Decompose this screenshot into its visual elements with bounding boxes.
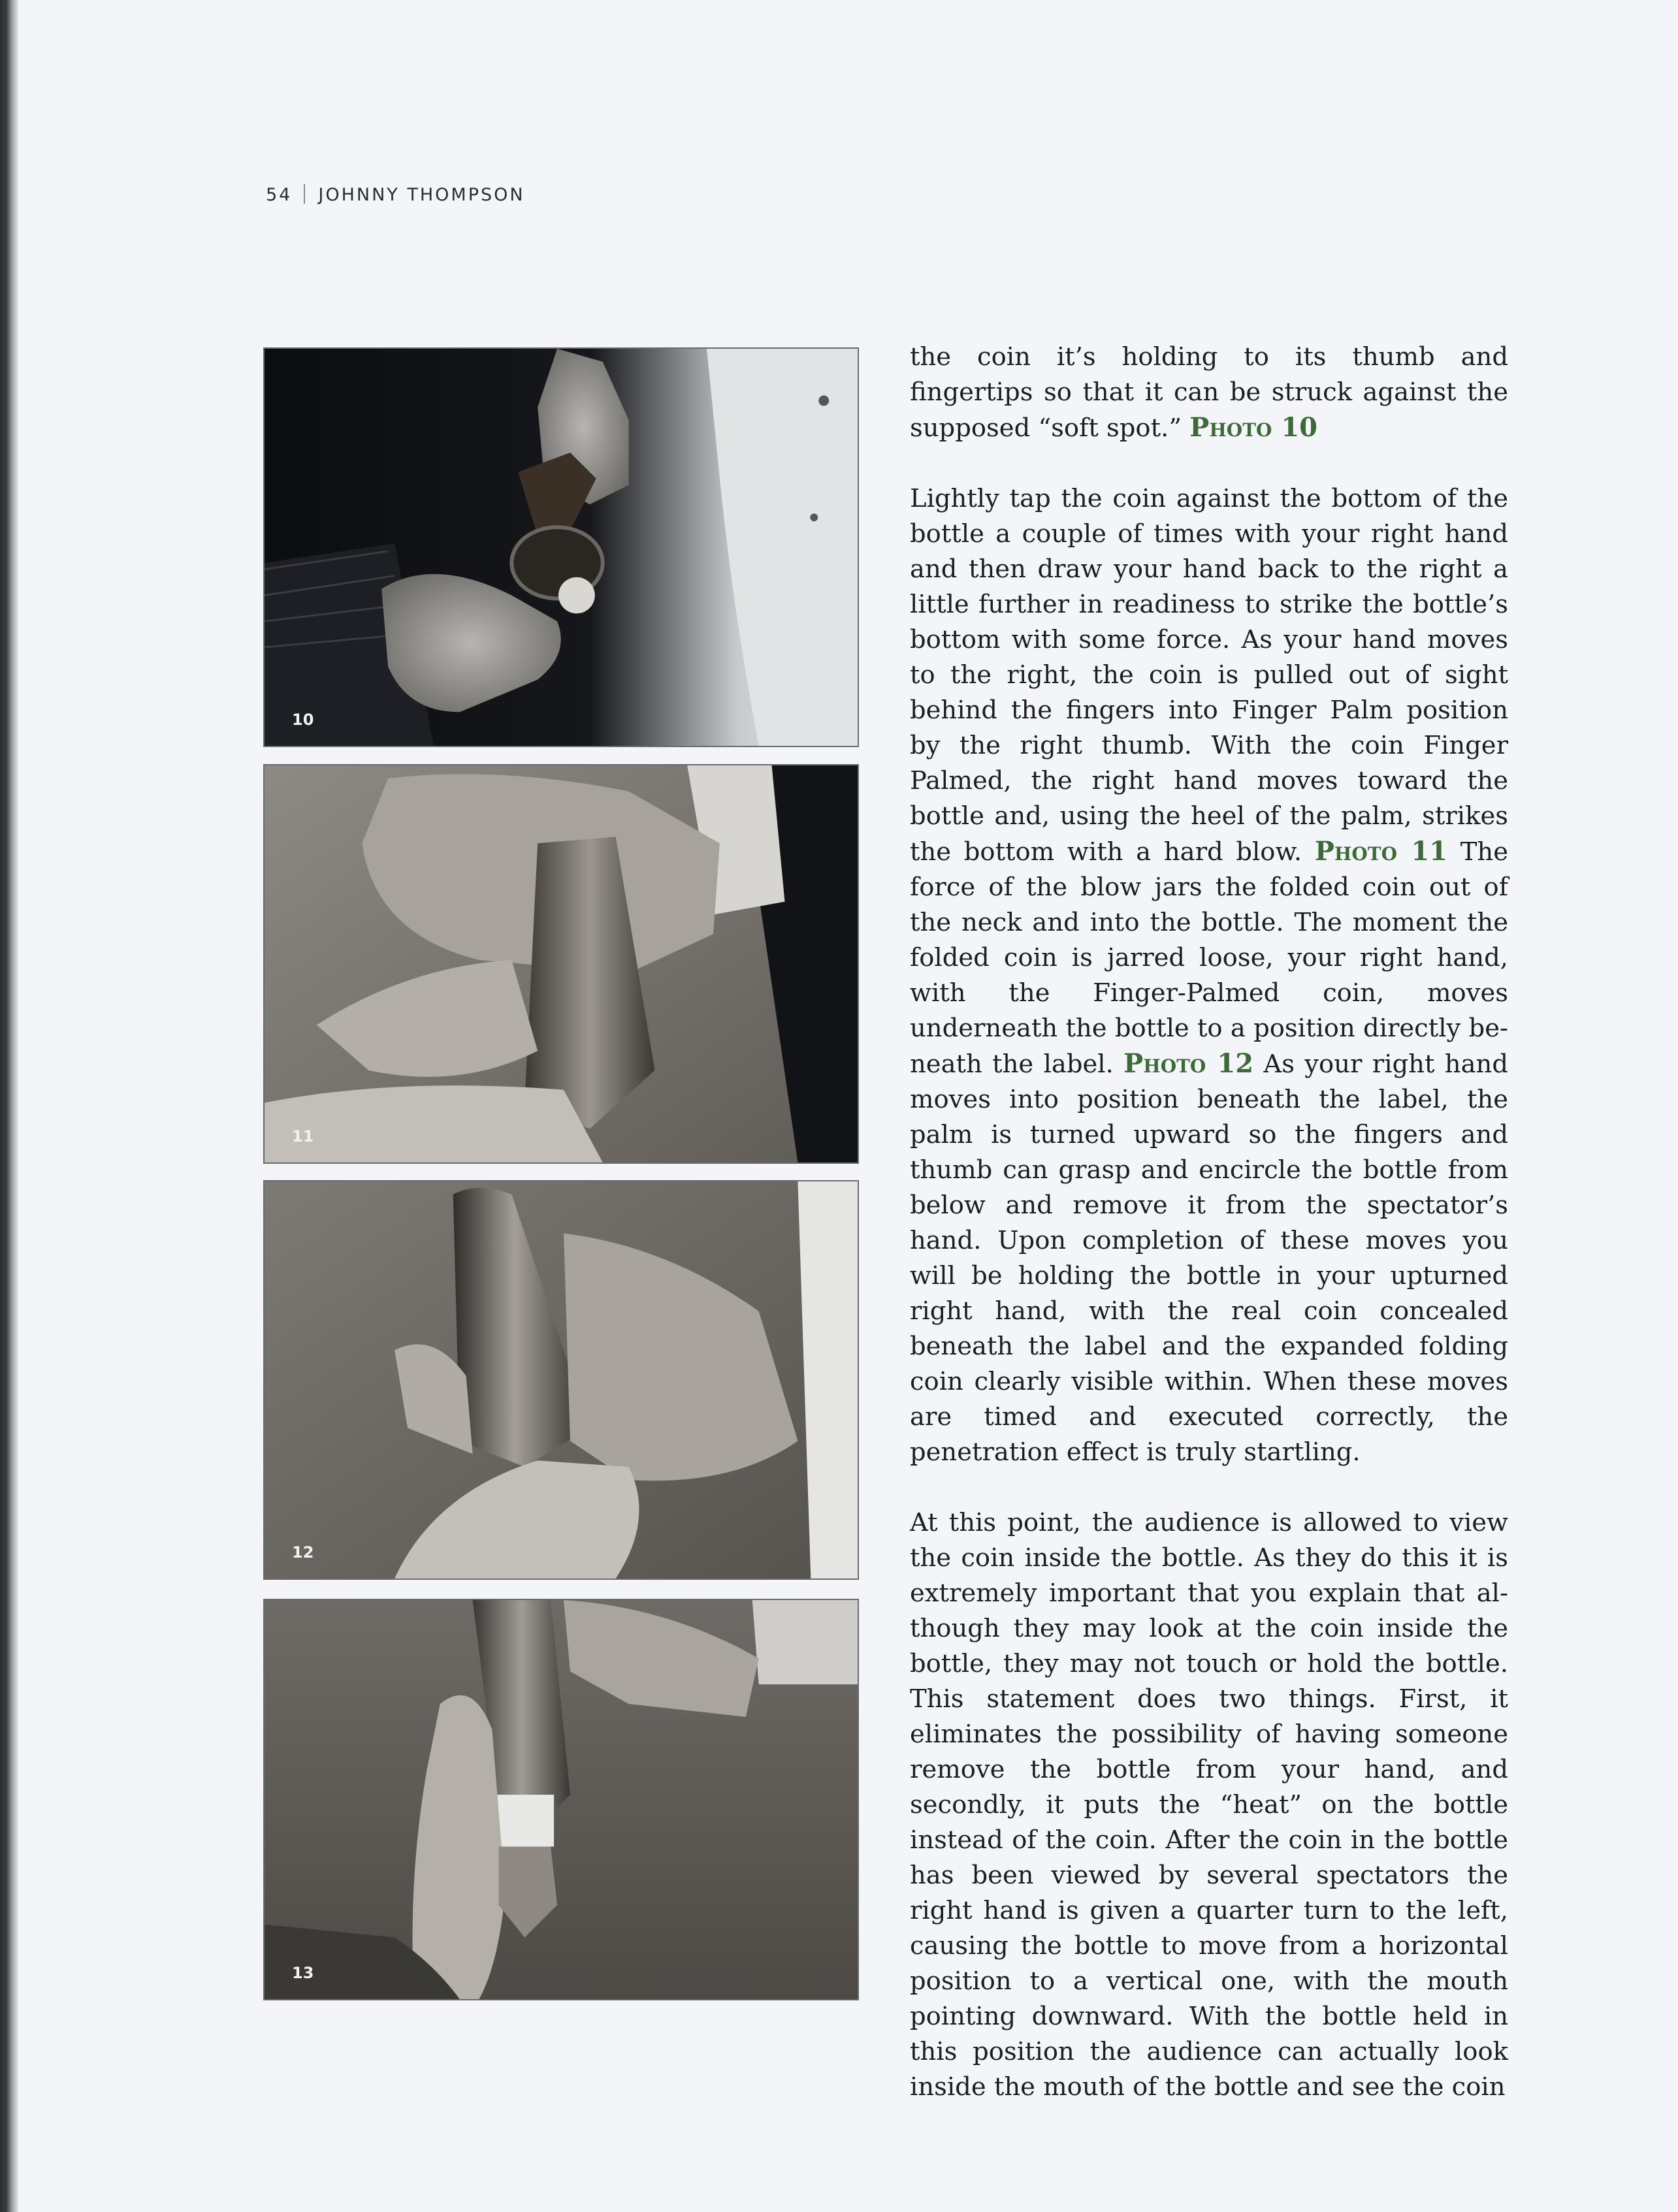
paragraph-3: At this point, the audience is allowed to view the coin inside the bottle. As they do this it is extremely important that you explain that although they may look at the coin inside the bottle, they may not touch or hold the bottle. This statement does two things. First, it eliminates the possibility of having someone remove the bottle from your hand, and secondly, it puts the “heat” on the bottle instead of the coin. After the coin in the bottle has been viewed by several spectators the right hand is given a quarter turn to the left, causing the bottle to move from a horizontal position to a vertical one, with the mouth pointing downward. With the bottle held in this position the audience can actually look inside the mouth of the bottle and see the coin [910, 1508, 1508, 2102]
photo-number-12: 12 [292, 1543, 314, 1562]
photo-10 [263, 347, 859, 747]
paragraph-1 [910, 340, 1508, 446]
photo-reference-12: Photo 12 [1123, 1048, 1254, 1079]
photo-number-10: 10 [292, 711, 314, 729]
page-binding-edge [0, 0, 18, 2212]
page-number: 54 [266, 185, 293, 205]
running-header [266, 184, 525, 205]
photo-reference-11: Photo 11 [1314, 836, 1448, 867]
photo-reference-10: Photo 10 [1189, 412, 1317, 443]
paragraph-2-text-a: Lightly tap the coin against the bottom of the bottle a couple of times with your right hand and then draw your hand back to the right a little further in readiness to strike the bottle’s bottom with some force. As your hand moves to the right, the coin is pulled out of sight behind the fingers into Finger Palm position by the right thumb. With the coin Finger Palmed, the right hand moves toward the bottle and, using the heel of the palm, strikes the bottom with a hard blow. [910, 484, 1508, 867]
paragraph-2-text-c: As your right hand moves into position beneath the label, the palm is turned upward so the fingers and thumb can grasp and encircle the bottle from below and remove it from the spectator’s hand. Upon completion of these moves you will be holding the bottle in your upturned right hand, with the real coin concealed beneath the label and the expanded folding coin clearly visible within. When these moves are timed and executed correctly, the penetration effect is truly startling. [910, 1050, 1508, 1467]
running-title: JOHNNY THOMPSON [318, 185, 525, 205]
photo-coin-tap-bottle-bottom-icon [265, 349, 858, 746]
photo-13 [263, 1599, 859, 2000]
photo-number-13: 13 [292, 1964, 314, 1982]
paragraph-2 [910, 481, 1508, 1470]
body-text-column [910, 340, 1508, 2140]
photo-bottle-vertical-mouth-down-icon [265, 1600, 858, 1999]
photo-hand-beneath-label-icon [265, 1181, 858, 1579]
photo-12 [263, 1180, 859, 1580]
photo-number-11: 11 [292, 1127, 314, 1146]
photo-palm-strikes-bottle-icon [265, 765, 858, 1162]
header-divider [304, 184, 305, 204]
paragraph-2-text-b: The force of the blow jars the folded coin out of the neck and into the bottle. The moment the folded coin is jarred loose, your right hand, with the Finger-Palmed coin, moves underneath the bottle to a position directly beneath the label. [910, 837, 1508, 1079]
photo-11 [263, 764, 859, 1164]
paragraph-1-text: the coin it’s holding to its thumb and fingertips so that it can be struck against the supposed “soft spot.” [910, 342, 1508, 443]
